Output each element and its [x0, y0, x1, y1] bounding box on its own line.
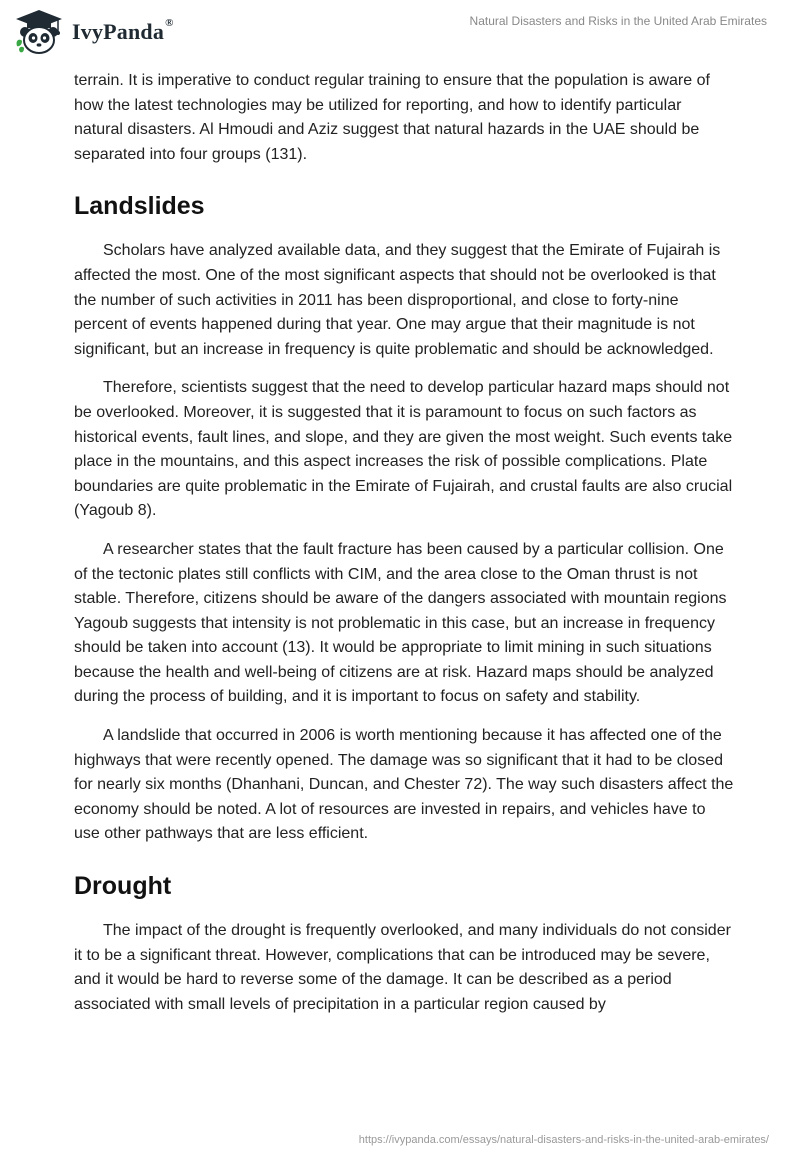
intro-paragraph: terrain. It is imperative to conduct regular training to ensure that the population is aware of how the latest technologies may be utilized for reporting, and how to identify particular natural disasters. Al Hmoudi and Aziz suggest that natural hazards in the UAE should be separated into four groups (131).: [74, 72, 710, 163]
drought-paragraph-1: The impact of the drought is frequently overlooked, and many individuals do not consider it to be a significant threat. However, complications that can be introduced may be severe, and it would be hard to reverse some of the damage. It can be described as a period associated with small levels of precipitation in a particular region caused by: [74, 922, 731, 1013]
section-heading-landslides: Landslides: [74, 192, 205, 221]
landslides-paragraph-2: Therefore, scientists suggest that the need to develop particular hazard maps should not be overlooked. Moreover, it is suggested that it is paramount to focus on such factors as historical events, fault lines, and slope, and they are given the most weight. Such events take place in the mountains, and this aspect increases the risk of possible complications. Plate boundaries are quite problematic in the Emirate of Fujairah, and crustal faults are also crucial (Yagoub 8).: [74, 379, 733, 520]
panda-graduate-icon: [14, 8, 64, 56]
brand-name: IvyPanda®: [72, 17, 174, 44]
page-header: [0, 0, 800, 70]
landslides-paragraph-3: A researcher states that the fault fracture has been caused by a particular collision. One of the tectonic plates still conflicts with CIM, and the area close to the Oman thrust is not stable. Therefore, citizens should be aware of the dangers associated with mountain regions Yagoub suggests that intensity is not problematic in this case, but an increase in frequency should be taken into account (13). It would be appropriate to limit mining in such situations because the health and well-being of citizens are at risk. Hazard maps should be analyzed during the process of building, and it is important to focus on safety and stability.: [74, 540, 727, 706]
essay-body: [74, 69, 734, 1031]
ivypanda-logo[interactable]: [14, 8, 174, 56]
document-title: Natural Disasters and Risks in the United Arab Emirates: [469, 14, 767, 28]
landslides-paragraph-4: A landslide that occurred in 2006 is worth mentioning because it has affected one of the highways that were recently opened. The damage was so significant that it had to be closed for nearly six months (Dhanhani, Duncan, and Chester 72). The way such disasters affect the economy should be noted. A lot of resources are invested in repairs, and vehicles have to use other pathways that are less efficient.: [74, 727, 734, 843]
source-url[interactable]: https://ivypanda.com/essays/natural-disasters-and-risks-in-the-united-arab-emirates/: [358, 1134, 769, 1146]
section-heading-drought: Drought: [74, 872, 172, 901]
landslides-paragraph-1: Scholars have analyzed available data, and they suggest that the Emirate of Fujairah is affected the most. One of the most significant aspects that should not be overlooked is that the number of such activities in 2011 has been disproportional, and close to forty-nine percent of events happened during that year. One may argue that their magnitude is not significant, but an increase in frequency is quite problematic and should be acknowledged.: [74, 242, 721, 358]
registered-mark: ®: [165, 17, 174, 29]
